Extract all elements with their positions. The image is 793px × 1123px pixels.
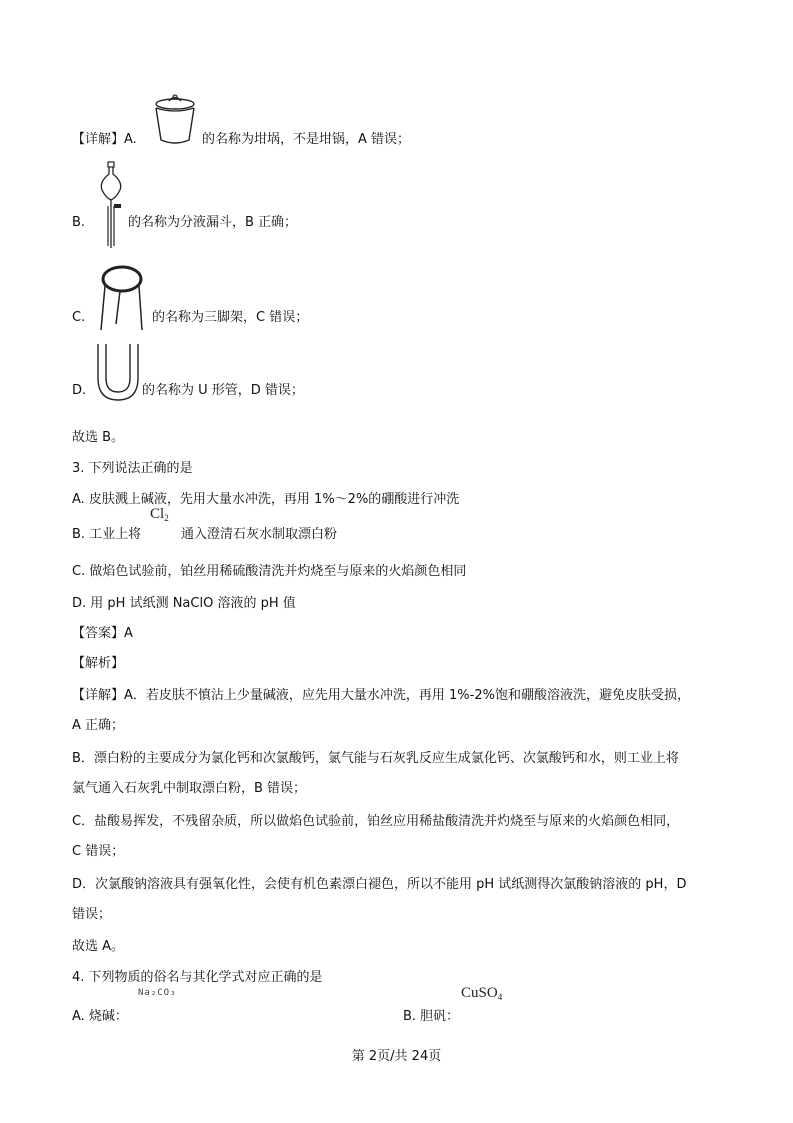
- analysis-line: 错误；: [72, 907, 112, 922]
- question-3-option-b-prefix: B. 工业上将: [72, 527, 142, 542]
- page-footer: 第 2页/共 24页: [351, 1049, 442, 1064]
- answer-label: 【答案】A: [72, 626, 133, 641]
- question-3-option-a: A. 皮肤溅上碱液，先用大量水冲洗，再用 1%～2%的硼酸进行冲洗: [72, 492, 460, 507]
- question-3-option-b-suffix: 通入澄清石灰水制取漂白粉: [181, 527, 338, 542]
- detail-a-text: 的名称为坩埚，不是坩锅，A 错误；: [202, 132, 411, 147]
- chlorine-formula: $Cl_2$: [150, 506, 169, 523]
- analysis-heading: 【解析】: [72, 656, 125, 671]
- sodium-carbonate-formula: Na₂CO₃: [138, 988, 177, 998]
- question-4-stem: 4. 下列物质的俗名与其化学式对应正确的是: [72, 970, 323, 985]
- detail-a-label: 【详解】A.: [72, 132, 137, 147]
- analysis-line: 【详解】A．若皮肤不慎沾上少量碱液，应先用大量水冲洗，再用 1%-2%饱和硼酸溶液洗，避免皮肤受损，: [72, 688, 690, 703]
- detail-b-text: 的名称为分液漏斗，B 正确；: [128, 215, 298, 230]
- question-4-option-b: B. 胆矾：: [403, 1009, 460, 1024]
- question-4-option-a: A. 烧碱：: [72, 1009, 128, 1024]
- question-3-stem: 3. 下列说法正确的是: [72, 461, 193, 476]
- copper-sulfate-formula: CuSO$_4$: [461, 985, 503, 1002]
- separatory-funnel-icon: [96, 160, 128, 250]
- detail-d-text: 的名称为 U 形管，D 错误；: [142, 383, 304, 398]
- conclusion-a: 故选 A。: [72, 939, 125, 954]
- analysis-line: C．盐酸易挥发，不残留杂质，所以做焰色试验前，铂丝应用稀盐酸清洗并灼烧至与原来的火焰颜色相同，: [72, 814, 680, 829]
- detail-c-label: C.: [72, 310, 86, 325]
- analysis-line: C 错误；: [72, 844, 125, 859]
- detail-b-label: B.: [72, 215, 86, 230]
- analysis-line: D．次氯酸钠溶液具有强氧化性，会使有机色素漂白褪色，所以不能用 pH 试纸测得次氯酸钠溶液的 pH，D: [72, 877, 687, 892]
- question-3-option-c: C. 做焰色试验前，铂丝用稀硫酸清洗并灼烧至与原来的火焰颜色相同: [72, 564, 467, 579]
- question-3-option-d: D. 用 pH 试纸测 NaClO 溶液的 pH 值: [72, 596, 296, 611]
- analysis-line: B．漂白粉的主要成分为氯化钙和次氯酸钙，氯气能与石灰乳反应生成氯化钙、次氯酸钙和水，则工业上将: [72, 751, 679, 766]
- detail-c-text: 的名称为三脚架，C 错误；: [152, 310, 309, 325]
- crucible-icon: [152, 92, 198, 146]
- analysis-line: 氯气通入石灰乳中制取漂白粉，B 错误；: [72, 781, 307, 796]
- analysis-line: A 正确；: [72, 718, 125, 733]
- conclusion-b: 故选 B。: [72, 430, 125, 445]
- u-tube-icon: [94, 342, 142, 402]
- tripod-icon: [98, 264, 146, 332]
- detail-d-label: D.: [72, 383, 87, 398]
